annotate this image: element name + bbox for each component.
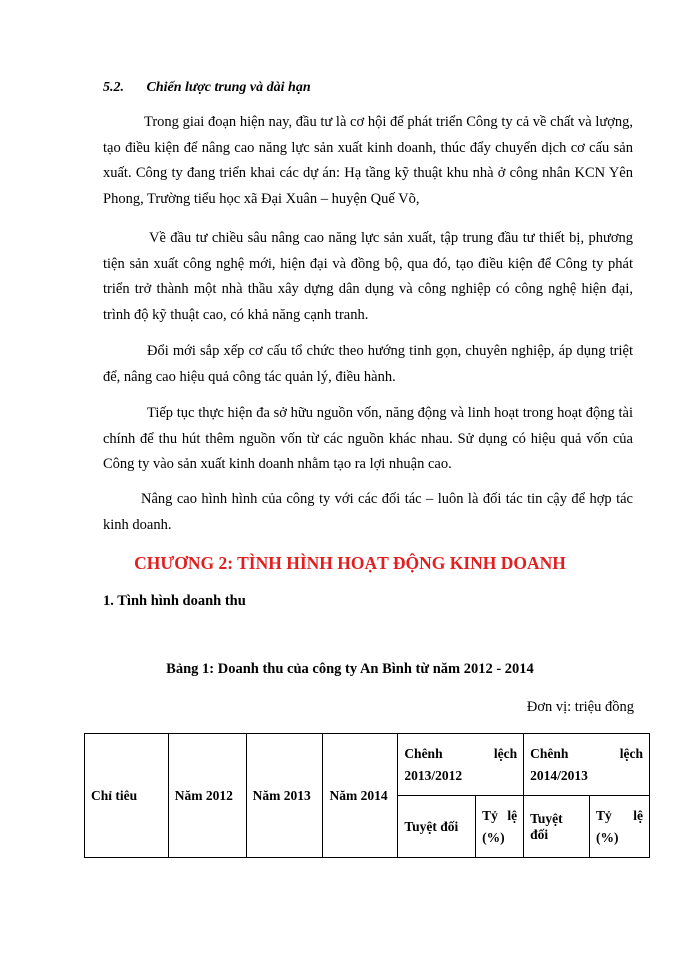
section-title: Chiến lược trung và dài hạn (146, 80, 311, 95)
section-number: 5.2. (103, 80, 124, 95)
rate2-word2: lệ (633, 807, 643, 823)
header-diff-2014-2013 (524, 734, 650, 796)
paragraph-3: Đổi mới sắp xếp cơ cấu tổ chức theo hướng tinh gọn, chuyên nghiệp, áp dụng triệt để, nâng cao hiệu quả công tác quản lý, điều hành. (103, 343, 633, 385)
header-2012: Năm 2012 (168, 734, 246, 858)
diff1-period: 2013/2012 (404, 767, 463, 783)
header-rate-2 (590, 796, 650, 858)
diff2-word2: lệch (619, 745, 643, 761)
chapter-title: CHƯƠNG 2: TÌNH HÌNH HOẠT ĐỘNG KINH DOANH (134, 553, 566, 573)
diff1-word2: lệch (493, 745, 518, 761)
subsection-heading: 1. Tình hình doanh thu (103, 593, 246, 609)
diff2-word1: Chênh (530, 745, 569, 761)
header-rate-1 (476, 796, 524, 858)
header-2014: Năm 2014 (323, 734, 398, 858)
rate2-unit: (%) (596, 829, 619, 845)
rate1-unit: (%) (482, 829, 505, 845)
diff2-period: 2014/2013 (530, 767, 588, 783)
header-absolute-2: Tuyệt đối (524, 796, 590, 858)
paragraph-5: Nâng cao hình hình của công ty với các đối tác – luôn là đối tác tin cậy để hợp tác kinh doanh. (103, 491, 633, 533)
rate1-word1: Tỷ (482, 807, 498, 823)
unit-label: Đơn vị: triệu đồng (526, 699, 634, 715)
header-absolute-1: Tuyệt đối (398, 796, 476, 858)
diff1-word1: Chênh (404, 745, 443, 761)
header-diff-2013-2012 (398, 734, 524, 796)
header-indicator: Chỉ tiêu (85, 734, 169, 858)
header-2013: Năm 2013 (246, 734, 323, 858)
paragraph-1: Trong giai đoạn hiện nay, đầu tư là cơ hội để phát triển Công ty cả về chất và lượng, tạo điều kiện để nâng cao năng lực sản xuất kinh doanh, thúc đẩy chuyển dịch cơ cấu sản xuất. Công ty đang triển khai các dự án: Hạ tầng kỹ thuật khu nhà ở công nhân KCN Yên Phong, Trường tiểu học xã Đại Xuân – huyện Quế Võ, (103, 114, 633, 207)
table-caption: Bảng 1: Doanh thu của công ty An Bình từ năm 2012 - 2014 (166, 661, 534, 677)
paragraph-2: Về đầu tư chiều sâu nâng cao năng lực sản xuất, tập trung đầu tư thiết bị, phương tiện sản xuất công nghệ mới, hiện đại và đồng bộ, qua đó, tạo điều kiện để Công ty phát triển trở thành một nhà thầu xây dựng dân dụng và công nghiệp có công nghệ hiện đại, trình độ kỹ thuật cao, có khả năng cạnh tranh. (103, 230, 633, 323)
section-heading (103, 80, 311, 96)
rate1-word2: lệ (507, 807, 518, 823)
rate2-word1: Tỷ (596, 807, 612, 823)
paragraph-4: Tiếp tục thực hiện đa sở hữu nguồn vốn, năng động và linh hoạt trong hoạt động tài chính để thu hút thêm nguồn vốn từ các nguồn khác nhau. Sử dụng có hiệu quả vốn của Công ty vào sản xuất kinh doanh nhằm tạo ra lợi nhuận cao. (103, 405, 633, 472)
revenue-table (84, 733, 650, 858)
